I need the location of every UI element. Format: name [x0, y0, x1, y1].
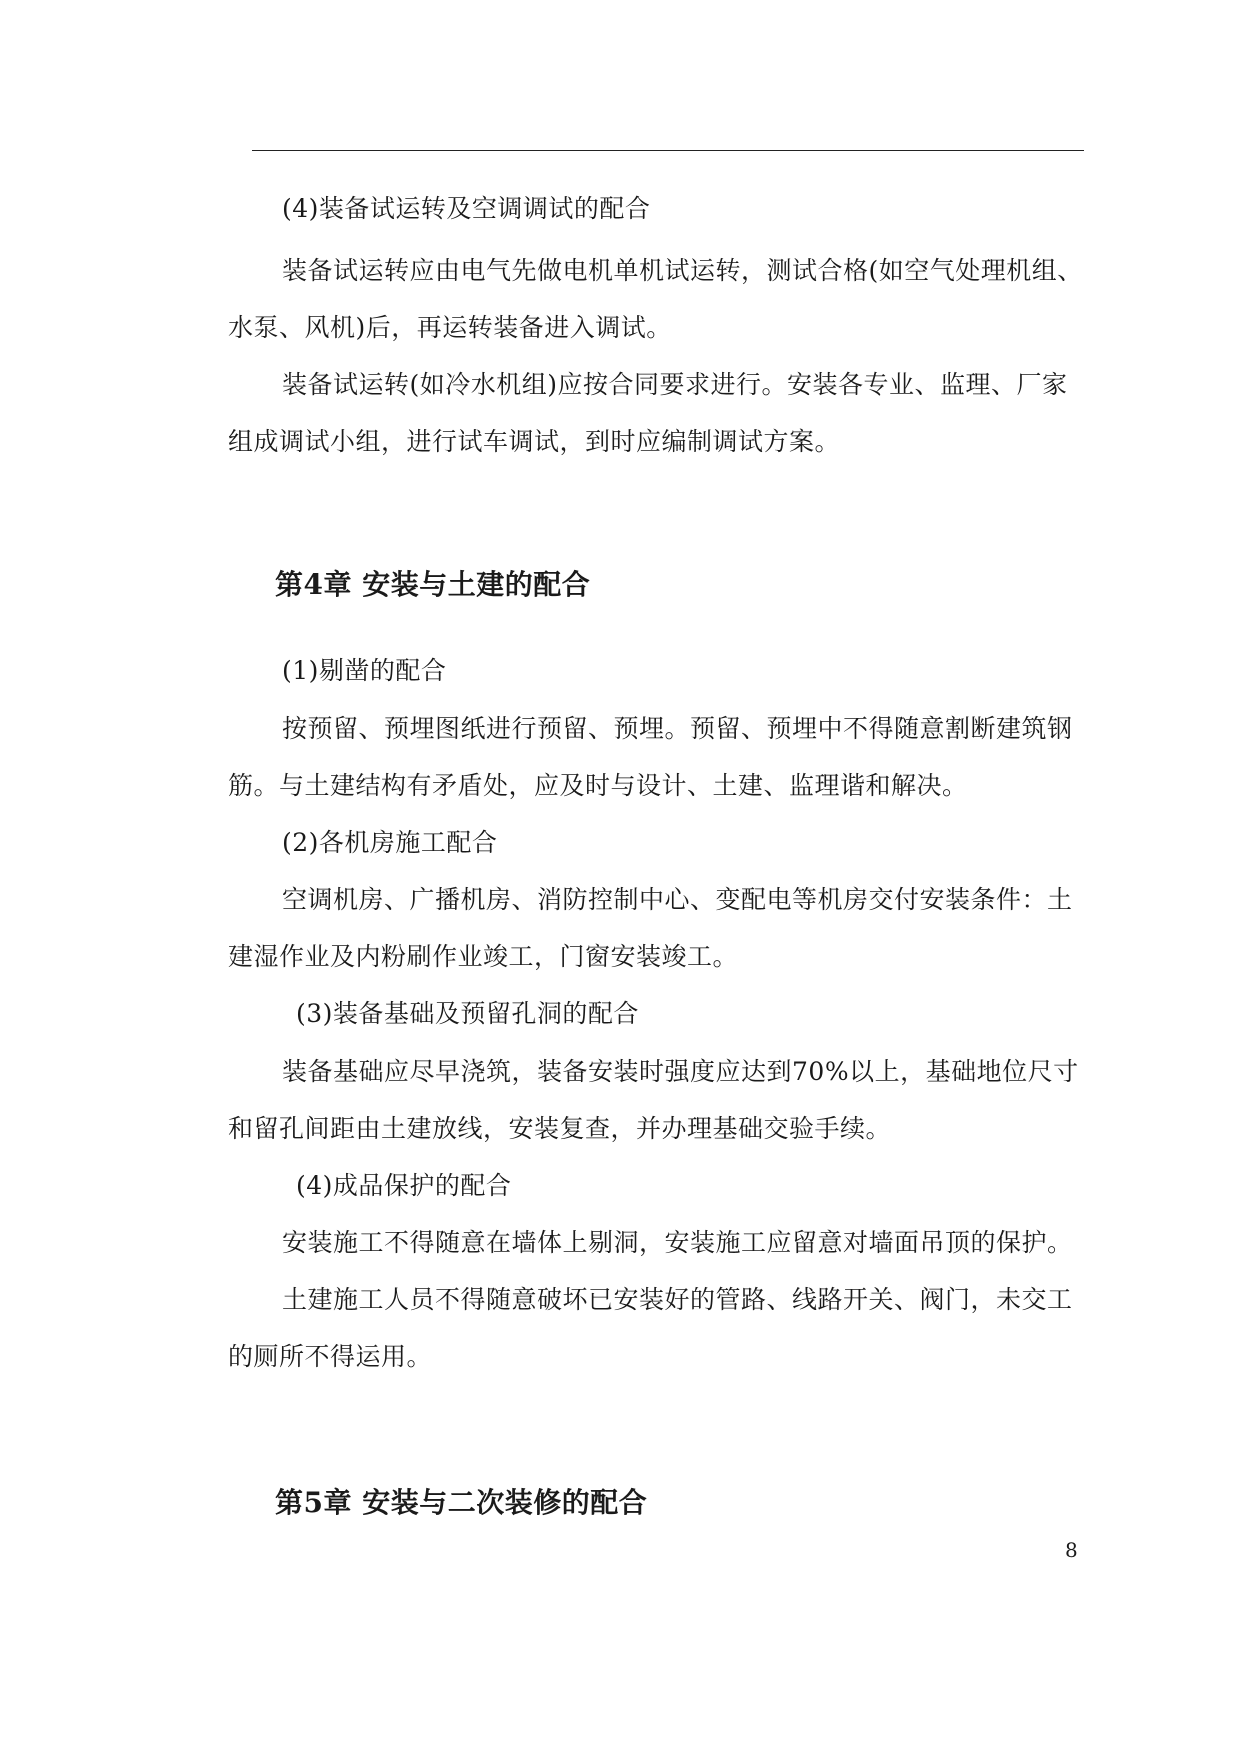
chapter5-title: 第5章 安装与二次装修的配合 [275, 1486, 648, 1519]
chapter4-title: 第4章 安装与土建的配合 [275, 568, 591, 601]
paragraph-line: 水泵、风机)后，再运转装备进入调试。 [228, 313, 672, 342]
paragraph-line: 安装施工不得随意在墙体上剔洞，安装施工应留意对墙面吊顶的保护。 [282, 1228, 1073, 1257]
paragraph-line: 空调机房、广播机房、消防控制中心、变配电等机房交付安装条件：土 [282, 885, 1073, 914]
paragraph-line: 的厕所不得运用。 [228, 1342, 433, 1371]
paragraph-line: 装备基础应尽早浇筑，装备安装时强度应达到70%以上，基础地位尺寸 [282, 1057, 1079, 1086]
chapter4-item1-title: (1)剔凿的配合 [282, 656, 447, 685]
paragraph-line: 筋。与土建结构有矛盾处，应及时与设计、土建、监理谐和解决。 [228, 771, 968, 800]
chapter4-item3-title: (3)装备基础及预留孔洞的配合 [296, 999, 639, 1028]
paragraph-line: 组成调试小组，进行试车调试，到时应编制调试方案。 [228, 427, 841, 456]
paragraph-line: 按预留、预埋图纸进行预留、预埋。预留、预埋中不得随意割断建筑钢 [282, 714, 1073, 743]
paragraph-line: 建湿作业及内粉刷作业竣工，门窗安装竣工。 [228, 942, 739, 971]
page-number: 8 [1065, 1538, 1078, 1562]
paragraph-line: 装备试运转(如冷水机组)应按合同要求进行。安装各专业、监理、厂家 [282, 370, 1068, 399]
paragraph-line: 土建施工人员不得随意破坏已安装好的管路、线路开关、阀门，未交工 [282, 1285, 1073, 1314]
chapter4-item4-title: (4)成品保护的配合 [296, 1171, 512, 1200]
paragraph-line: 和留孔间距由土建放线，安装复查，并办理基础交验手续。 [228, 1114, 892, 1143]
chapter4-item2-title: (2)各机房施工配合 [282, 828, 498, 857]
header-rule [252, 150, 1084, 151]
section-item4-title: (4)装备试运转及空调调试的配合 [282, 194, 651, 223]
paragraph-line: 装备试运转应由电气先做电机单机试运转，测试合格(如空气处理机组、 [282, 256, 1083, 285]
